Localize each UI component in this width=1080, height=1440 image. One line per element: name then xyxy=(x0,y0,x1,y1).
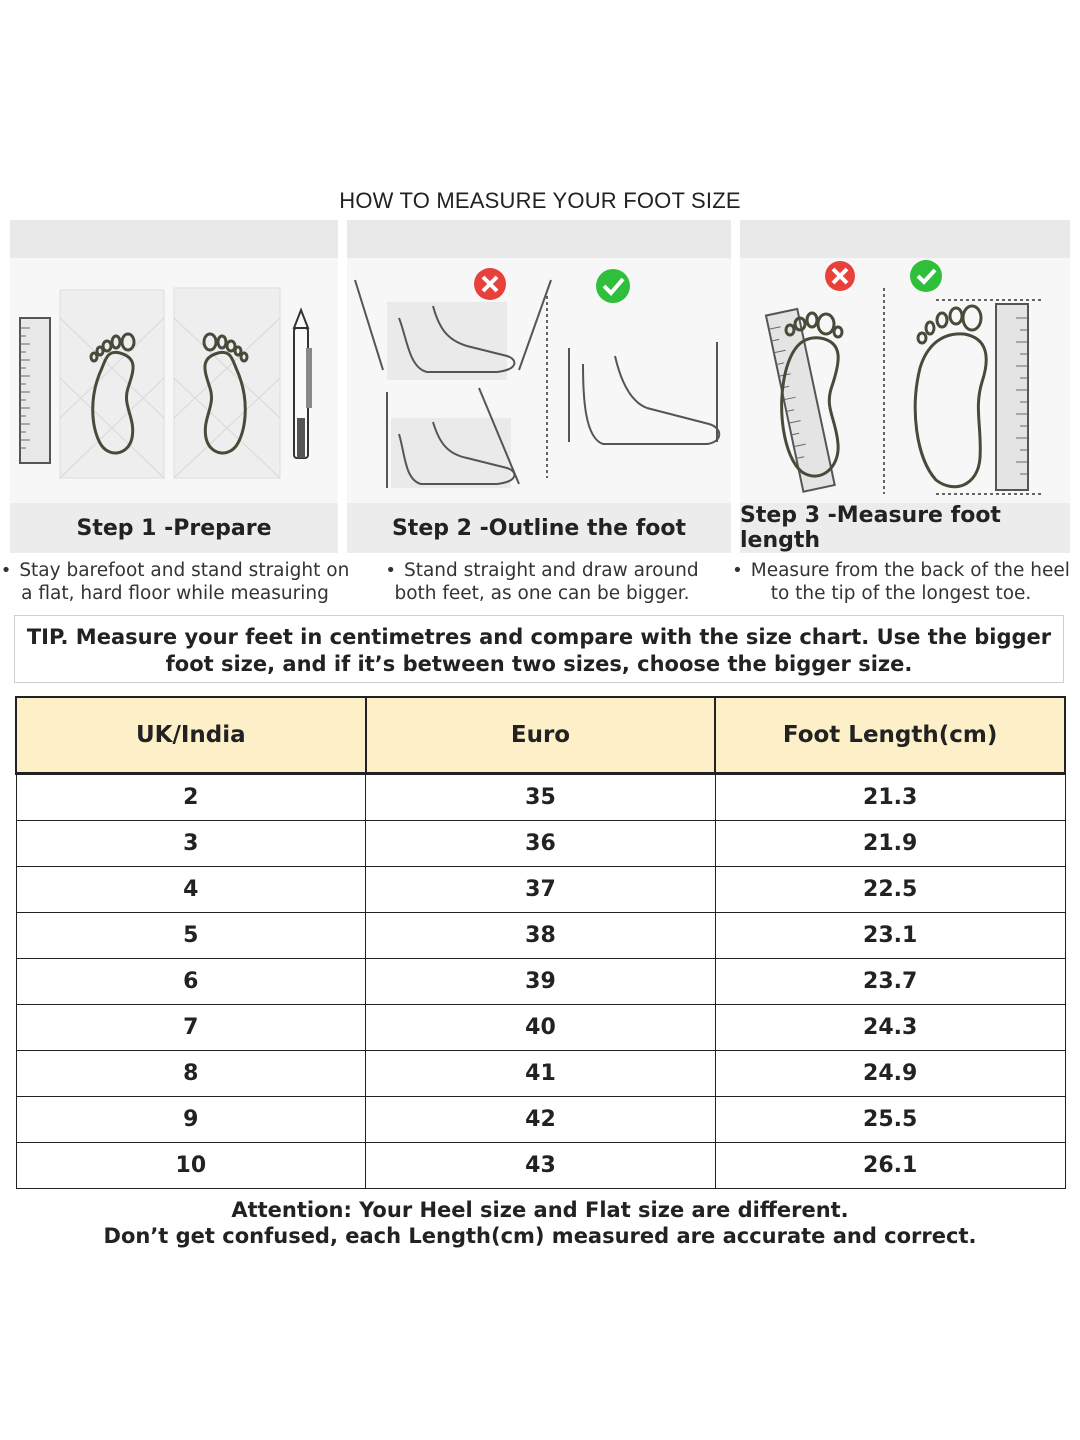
table-row xyxy=(16,1097,1065,1143)
step-2-illustration-svg xyxy=(347,258,731,503)
step-2-desc-line-1: Stand straight and draw around xyxy=(403,560,699,581)
table-row xyxy=(16,774,1065,821)
ruler-icon xyxy=(996,304,1028,490)
panel-top-band xyxy=(740,220,1070,258)
header-foot-length: Foot Length(cm) xyxy=(715,697,1065,774)
step-1-description xyxy=(0,559,350,605)
cell-euro: 40 xyxy=(366,1005,716,1051)
step-1-desc-line-1: Stay barefoot and stand straight on xyxy=(19,560,350,581)
cell-uk: 2 xyxy=(16,774,366,821)
panel-top-band xyxy=(10,220,338,258)
table-row xyxy=(16,821,1065,867)
cell-euro: 38 xyxy=(366,913,716,959)
wrong-icon xyxy=(825,261,855,291)
table-row xyxy=(16,1143,1065,1189)
header-uk-india: UK/India xyxy=(16,697,366,774)
foot-outline-icon xyxy=(915,306,986,487)
ruler-icon xyxy=(766,309,835,492)
table-row xyxy=(16,867,1065,913)
cell-uk: 7 xyxy=(16,1005,366,1051)
cell-uk: 10 xyxy=(16,1143,366,1189)
cell-euro: 43 xyxy=(366,1143,716,1189)
bullet-icon: • xyxy=(732,560,743,581)
header-euro: Euro xyxy=(366,697,716,774)
cell-length: 23.1 xyxy=(715,913,1065,959)
step-2-description xyxy=(372,559,712,605)
attention-line-1: Attention: Your Heel size and Flat size are different. xyxy=(231,1198,849,1222)
cell-euro: 42 xyxy=(366,1097,716,1143)
tip-line-1: TIP. Measure your feet in centimetres and compare with the size chart. Use the bigger xyxy=(26,625,1052,649)
bullet-icon: • xyxy=(385,560,396,581)
cell-length: 21.3 xyxy=(715,774,1065,821)
bullet-icon: • xyxy=(0,560,12,581)
cell-uk: 3 xyxy=(16,821,366,867)
cell-length: 24.9 xyxy=(715,1051,1065,1097)
table-row xyxy=(16,1005,1065,1051)
step-3-illustration-svg xyxy=(740,258,1070,503)
cell-length: 24.3 xyxy=(715,1005,1065,1051)
step-3-description xyxy=(722,559,1080,605)
cell-length: 26.1 xyxy=(715,1143,1065,1189)
step-2-illustration xyxy=(347,258,731,503)
cell-length: 22.5 xyxy=(715,867,1065,913)
step-1-illustration-svg xyxy=(10,258,338,503)
cell-euro: 35 xyxy=(366,774,716,821)
right-icon xyxy=(910,260,942,292)
attention-note xyxy=(0,1197,1080,1249)
step-2-label: Step 2 -Outline the foot xyxy=(347,503,731,553)
cell-length: 21.9 xyxy=(715,821,1065,867)
cell-length: 25.5 xyxy=(715,1097,1065,1143)
tip-box xyxy=(14,615,1064,683)
step-3-desc-line-1: Measure from the back of the heel xyxy=(750,560,1070,581)
tip-line-2: foot size, and if it’s between two sizes, choose the bigger size. xyxy=(165,652,913,676)
step-3-panel xyxy=(740,220,1070,553)
table-row xyxy=(16,959,1065,1005)
step-2-panel xyxy=(347,220,731,553)
step-3-illustration xyxy=(740,258,1070,503)
page-title: HOW TO MEASURE YOUR FOOT SIZE xyxy=(339,188,741,213)
wrong-icon xyxy=(474,268,506,300)
size-chart-table xyxy=(15,696,1066,1189)
cell-euro: 41 xyxy=(366,1051,716,1097)
step-1-panel xyxy=(10,220,338,553)
cell-uk: 8 xyxy=(16,1051,366,1097)
cell-uk: 6 xyxy=(16,959,366,1005)
cell-uk: 4 xyxy=(16,867,366,913)
right-icon xyxy=(596,269,630,303)
table-row xyxy=(16,913,1065,959)
step-1-label: Step 1 -Prepare xyxy=(10,503,338,553)
table-row xyxy=(16,1051,1065,1097)
ruler-icon xyxy=(20,318,50,463)
table-header-row xyxy=(16,697,1065,774)
cell-euro: 39 xyxy=(366,959,716,1005)
cell-uk: 9 xyxy=(16,1097,366,1143)
attention-line-2: Don’t get confused, each Length(cm) measured are accurate and correct. xyxy=(103,1224,977,1248)
step-1-illustration xyxy=(10,258,338,503)
pen-icon xyxy=(294,310,312,458)
step-3-label: Step 3 -Measure foot length xyxy=(740,503,1070,553)
cell-euro: 37 xyxy=(366,867,716,913)
cell-uk: 5 xyxy=(16,913,366,959)
step-3-desc-line-2: to the tip of the longest toe. xyxy=(770,583,1032,604)
cell-euro: 36 xyxy=(366,821,716,867)
panel-top-band xyxy=(347,220,731,258)
cell-length: 23.7 xyxy=(715,959,1065,1005)
step-2-desc-line-2: both feet, as one can be bigger. xyxy=(394,583,690,604)
step-1-desc-line-2: a flat, hard floor while measuring xyxy=(21,583,329,604)
